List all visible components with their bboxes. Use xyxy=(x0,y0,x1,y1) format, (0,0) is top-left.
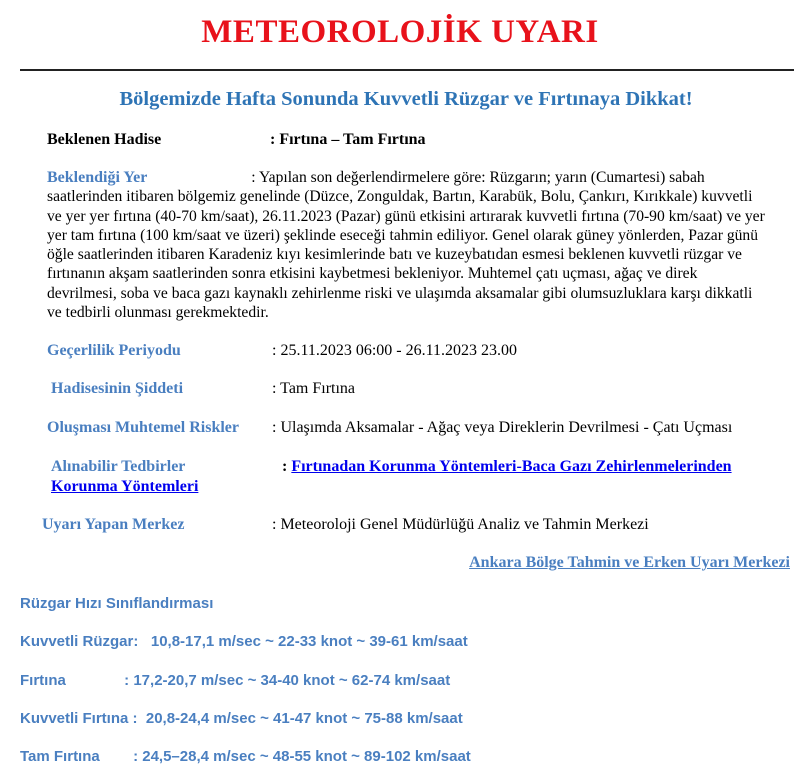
event-label: Beklenen Hadise xyxy=(47,131,162,148)
page-title: METEOROLOJİK UYARI xyxy=(201,14,599,50)
wind-classification-heading: Rüzgar Hızı Sınıflandırması xyxy=(20,595,214,612)
wind-class-row: Kuvvetli Fırtına : 20,8-24,4 m/sec ~ 41-47 knot ~ 75-88 km/saat xyxy=(20,710,463,727)
wind-class-row: Fırtına : 17,2-20,7 m/sec ~ 34-40 knot ~ 62-74 km/saat xyxy=(20,672,451,689)
validity-value: : 25.11.2023 06:00 - 26.11.2023 23.00 xyxy=(272,342,518,359)
event-value: : Fırtına – Tam Fırtına xyxy=(270,131,426,148)
location-label: Beklendiği Yer xyxy=(47,169,148,186)
severity-label: Hadisesinin Şiddeti xyxy=(51,380,184,397)
location-value: : Yapılan son değerlendirmelere göre: Rüzgarın; yarın (Cumartesi) sabah saatlerinden itibaren bölgemiz genelinde (Düzce, Zonguldak, Bartın, Karabük, Bolu, Çankırı, Kırıkkale) kuvvetli ve yer yer fırtına (40-70 km/saat), 26.11.2023 (Pazar) günü etkisini artırarak kuvvetli fırtına (70-90 km/saat) ve yer yer tam fırtına (100 km/saat ve üzeri) şeklinde eseceği tahmin ediliyor. Genel olarak güney yönlerden, Pazar günü öğle saatlerinden itibaren Karadeniz kıyı kesimlerinde batı ve kuzeybatıdan esmesi beklenen kuvvetli rüzgar ve fırtınanın akşam saatlerinden sonra etkisini kaybetmesi bekleniyor. Muhtemel çatı uçması, ağaç ve direk devrilmesi, soba ve baca gazı kaynaklı zehirlenme riski ve ulaşımda aksamalar gibi olumsuzluklara karşı dikkatli ve tedbirli olunması gerekmektedir. xyxy=(47,169,765,322)
issuer-value: : Meteoroloji Genel Müdürlüğü Analiz ve Tahmin Merkezi xyxy=(272,516,649,533)
measures-label: Alınabilir Tedbirler xyxy=(51,458,186,475)
severity-value: : Tam Fırtına xyxy=(272,380,356,397)
measures-colon: : xyxy=(282,458,292,475)
warning-subtitle: Bölgemizde Hafta Sonunda Kuvvetli Rüzgar ve Fırtınaya Dikkat! xyxy=(119,88,693,110)
wind-class-row: Tam Fırtına : 24,5–28,4 m/sec ~ 48-55 knot ~ 89-102 km/saat xyxy=(20,748,471,765)
measures-value xyxy=(282,458,732,476)
location-section xyxy=(47,168,769,322)
wind-class-row: Kuvvetli Rüzgar: 10,8-17,1 m/sec ~ 22-33 knot ~ 39-61 km/saat xyxy=(20,633,468,650)
validity-label: Geçerlilik Periyodu xyxy=(47,342,181,359)
protection-methods-link-cont[interactable]: Korunma Yöntemleri xyxy=(51,478,199,495)
risks-value: : Ulaşımda Aksamalar - Ağaç veya Direklerin Devrilmesi - Çatı Uçması xyxy=(272,419,733,436)
protection-methods-link[interactable]: Fırtınadan Korunma Yöntemleri-Baca Gazı Zehirlenmelerinden xyxy=(291,458,732,475)
title-divider xyxy=(20,69,794,71)
regional-center-link[interactable]: Ankara Bölge Tahmin ve Erken Uyarı Merkezi xyxy=(469,554,790,571)
issuer-label: Uyarı Yapan Merkez xyxy=(42,516,185,533)
risks-label: Oluşması Muhtemel Riskler xyxy=(47,419,239,436)
